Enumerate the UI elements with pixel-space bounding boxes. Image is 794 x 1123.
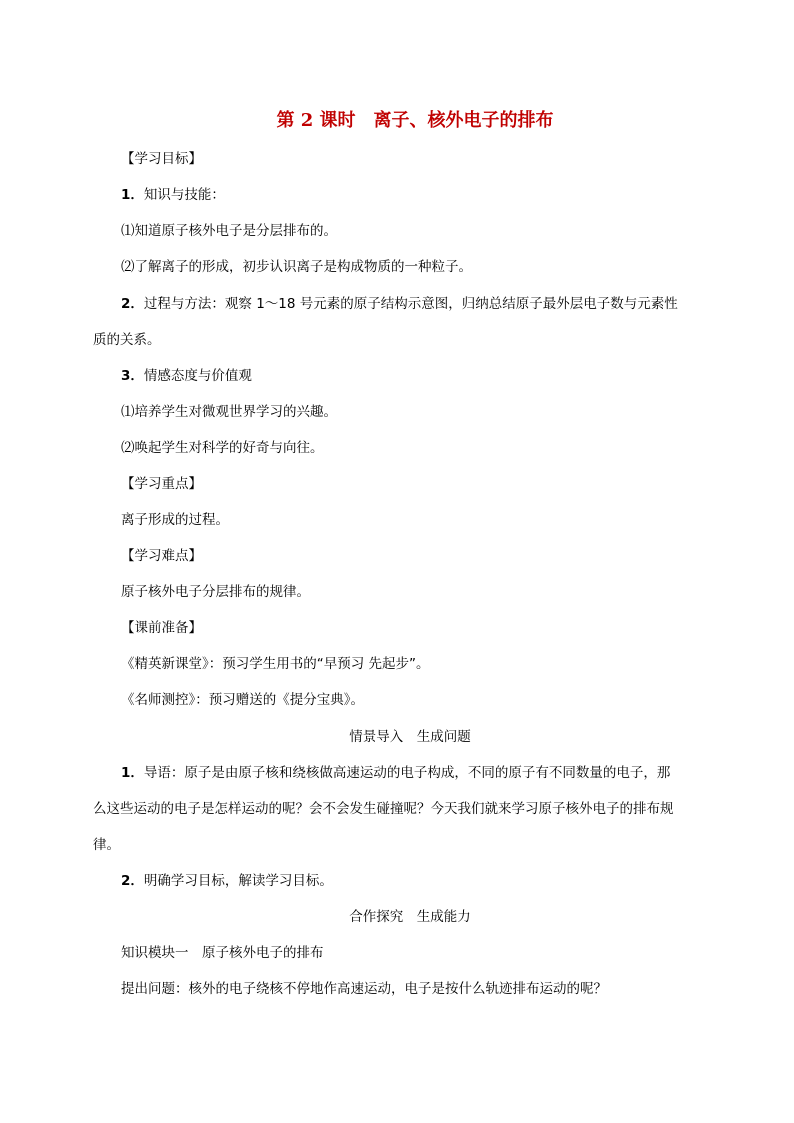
objective-item-2-number: 2．: [121, 296, 144, 312]
intro-item-1-line-2: 么这些运动的电子是怎样运动的呢？会不会发生碰撞呢？今天我们就来学习原子核外电子的排布规: [93, 801, 674, 817]
objectives-heading: 【学习目标】: [121, 151, 202, 167]
preparation-heading: 【课前准备】: [121, 620, 202, 636]
objective-item-3-sub-1: ⑴培养学生对微观世界学习的兴趣。: [121, 404, 337, 420]
intro-item-2-number: 2．: [121, 873, 144, 889]
difficulties-heading: 【学习难点】: [121, 548, 202, 564]
objective-item-1-text: 知识与技能：: [143, 187, 225, 203]
objective-item-1-sub-2: ⑵了解离子的形成，初步认识离子是构成物质的一种粒子。: [121, 259, 472, 275]
difficulties-text: 原子核外电子分层排布的规律。: [121, 584, 310, 600]
intro-item-1: [121, 764, 670, 782]
explore-module: 知识模块一 原子核外电子的排布: [121, 945, 324, 961]
key-points-text: 离子形成的过程。: [121, 512, 229, 528]
intro-heading: 情景导入 生成问题: [349, 729, 471, 745]
page-title: 第 2 课时 离子、核外电子的排布: [276, 110, 554, 131]
explore-heading: 合作探究 生成能力: [349, 909, 471, 925]
key-points-heading: 【学习重点】: [121, 476, 202, 492]
preparation-line-1: 《精英新课堂》：预习学生用书的“早预习 先起步”。: [121, 656, 430, 672]
objective-item-1: [121, 186, 225, 204]
intro-item-1-number: 1．: [121, 765, 144, 781]
objective-item-2: [121, 295, 678, 313]
preparation-line-2: 《名师测控》：预习赠送的《提分宝典》。: [121, 692, 364, 708]
objective-item-1-sub-1: ⑴知道原子核外电子是分层排布的。: [121, 223, 337, 239]
explore-question: 提出问题：核外的电子绕核不停地作高速运动，电子是按什么轨迹排布运动的呢？: [121, 981, 607, 997]
intro-item-2: [121, 872, 333, 890]
objective-item-3-sub-2: ⑵唤起学生对科学的好奇与向往。: [121, 440, 324, 456]
objective-item-2-text-line-1: 过程与方法：观察 1～18 号元素的原子结构示意图，归纳总结原子最外层电子数与元素性: [143, 296, 678, 312]
intro-item-1-line-3: 律。: [93, 837, 120, 853]
objective-item-3-text: 情感态度与价值观: [143, 368, 252, 384]
objective-item-1-number: 1．: [121, 187, 144, 203]
intro-item-1-line-1: 导语：原子是由原子核和绕核做高速运动的电子构成，不同的原子有不同数量的电子，那: [143, 765, 671, 781]
intro-item-2-text: 明确学习目标，解读学习目标。: [143, 873, 333, 889]
objective-item-2-text-line-2: 质的关系。: [93, 332, 161, 348]
objective-item-3: [121, 367, 252, 385]
objective-item-3-number: 3．: [121, 368, 144, 384]
